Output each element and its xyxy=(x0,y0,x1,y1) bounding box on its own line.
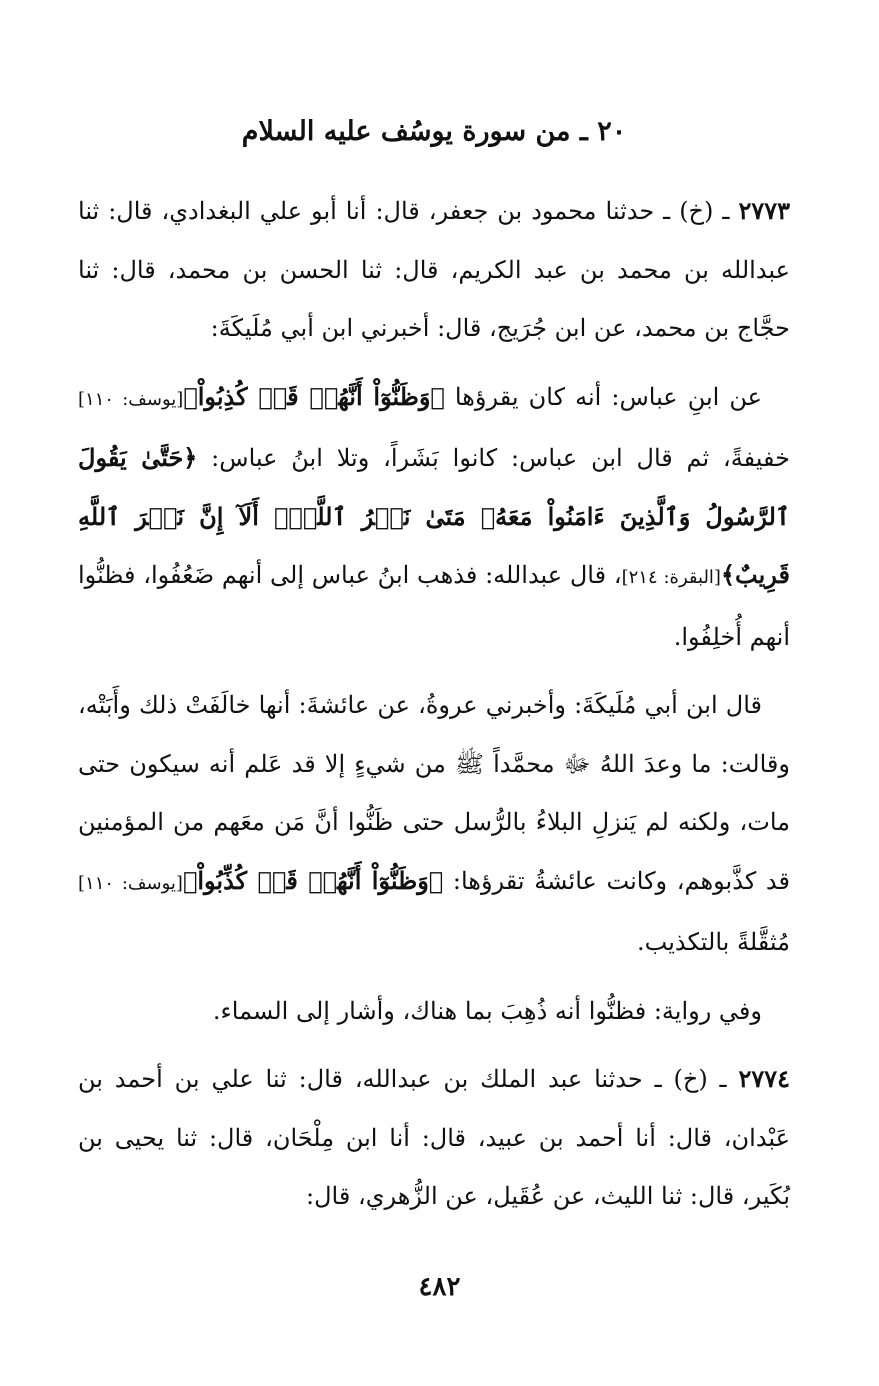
hadith-2774-isnad xyxy=(78,1050,790,1226)
quran-quote: ﴿حَتَّىٰ يَقُولَ ٱلرَّسُولُ وَٱلَّذِينَ ءَامَنُواْ مَعَهُۥ مَتَىٰ نَصۡرُ ٱللَّهِۗ أَلَآ إِنَّ نَصۡرَ ٱللَّهِ قَرِيبٌ﴾ xyxy=(78,443,790,589)
hadith-number: ٢٧٧٣ xyxy=(738,196,790,225)
matn-text: قال ابن أبي مُلَيكَةَ: وأخبرني عروةُ، عن عائشةَ: أنها خالَفَتْ ذلك وأَبَتْه، وقالت: ما وعدَ اللهُ ﷻ محمَّداً ﷺ من شيءٍ إلا قد عَلم أنه سيكون حتى مات، ولكنه لم يَنزلِ البلاءُ بالرُّسل حتى ظَنُّوا أنَّ مَن معَهم من المؤمنين قد كذَّبوهم، وكانت عائشةُ تقرؤها: xyxy=(78,691,791,895)
quran-reference: [البقرة: ٢١٤] xyxy=(621,567,721,588)
isnad-text: ـ (خ) ـ حدثنا عبد الملك بن عبدالله، قال: ثنا علي بن أحمد بن عَبْدان، قال: أنا أحمد بن عبيد، قال: أنا ابن مِلْحَان، قال: ثنا يحيى بن بُكَير، قال: ثنا الليث، عن عُقَيل، عن الزُّهري، قال: xyxy=(78,1065,790,1210)
hadith-2773-matn-ibn-abbas xyxy=(78,368,790,667)
quran-quote: ﴿وَظَنُّوٓاْ أَنَّهُمۡ قَدۡ كُذِّبُواْ﴾ xyxy=(182,865,444,895)
matn-text: خفيفةً، ثم قال ابن عباس: كانوا بَشَراً، وتلا ابنُ عباس: xyxy=(197,444,790,472)
quran-reference: [يوسف: ١١٠] xyxy=(78,388,184,410)
chapter-heading: ٢٠ ـ من سورة يوسُف عليه السلام xyxy=(241,116,627,147)
isnad-text: ـ (خ) ـ حدثنا محمود بن جعفر، قال: أنا أبو علي البغدادي، قال: ثنا عبدالله بن محمد بن عبد الكريم، قال: ثنا الحسن بن محمد، قال: ثنا حجَّاج بن محمد، عن ابن جُرَيج، قال: أخبرني ابن أبي مُلَيكَةَ: xyxy=(78,197,790,342)
hadith-2773-riwaya: وفي رواية: فظنُّوا أنه ذُهِبَ بما هناك، وأشار إلى السماء. xyxy=(212,996,762,1025)
hadith-number: ٢٧٧٤ xyxy=(738,1064,790,1093)
quran-reference: [يوسف: ١١٠] xyxy=(78,872,183,894)
page-number: ٤٨٢ xyxy=(418,1272,461,1302)
quran-quote: ﴿وَظَنُّوٓاْ أَنَّهُمۡ قَدۡ كُذِبُواْ﴾ xyxy=(183,381,445,411)
matn-text: مُثقَّلةً بالتكذيب. xyxy=(637,928,790,956)
hadith-2773-matn-aisha xyxy=(78,676,790,972)
matn-text: ، قال عبدالله: فذهب ابنُ عباس إلى أنهم ضَعُفُوا، فظنُّوا أنهم أُخلِفُوا. xyxy=(78,561,790,651)
matn-text: عن ابنِ عباس: أنه كان يقرؤها xyxy=(444,382,762,411)
hadith-2773-isnad xyxy=(78,182,790,358)
page-body xyxy=(78,112,790,1236)
